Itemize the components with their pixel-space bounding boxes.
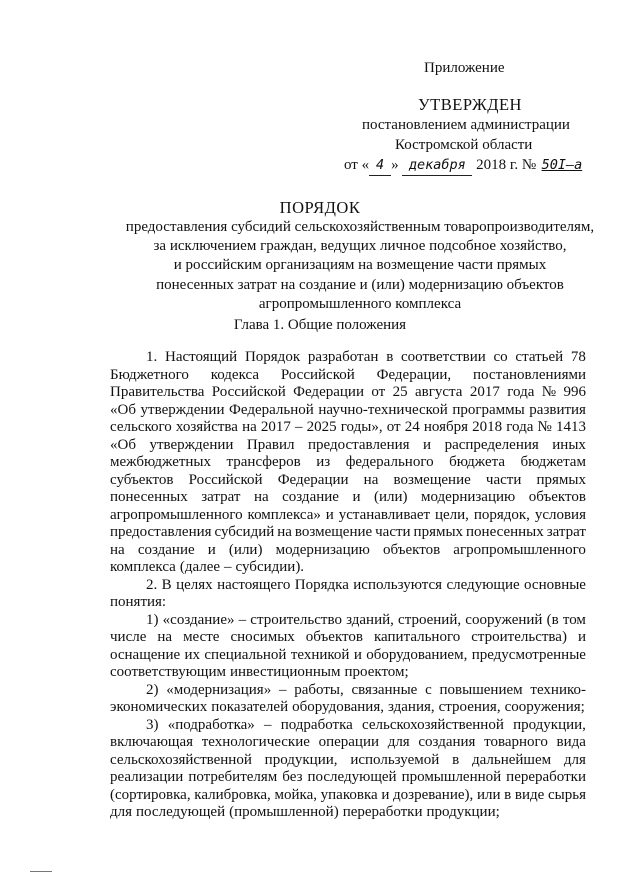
word: части bbox=[375, 524, 411, 540]
word: трансферов bbox=[226, 454, 301, 470]
word: модернизацию bbox=[420, 489, 516, 505]
word: на bbox=[242, 419, 257, 435]
word: и bbox=[353, 646, 362, 663]
word: Порядок bbox=[244, 349, 301, 365]
word: 1413 bbox=[555, 419, 586, 435]
word: (или) bbox=[373, 489, 408, 505]
word: используемой bbox=[350, 751, 440, 768]
word: (далее bbox=[179, 559, 221, 575]
word: реализации bbox=[110, 769, 184, 785]
word: из bbox=[316, 454, 331, 470]
word: годы», bbox=[340, 419, 383, 435]
word: сельского bbox=[110, 419, 172, 435]
word: Настоящий bbox=[164, 349, 238, 365]
word: основные bbox=[524, 576, 586, 593]
word: 1. bbox=[146, 349, 158, 365]
word: «Об bbox=[110, 401, 136, 418]
word: – bbox=[295, 419, 303, 435]
word: продукции, bbox=[513, 716, 586, 733]
word: затрат bbox=[546, 524, 586, 540]
word: 2025 bbox=[306, 419, 337, 435]
word: (или) bbox=[228, 541, 263, 558]
paragraph bbox=[110, 717, 586, 822]
word: 3) bbox=[146, 716, 159, 733]
text-line bbox=[110, 542, 586, 560]
word: работы, bbox=[294, 681, 344, 698]
text-line bbox=[110, 682, 586, 700]
word: и bbox=[325, 506, 334, 523]
text-line bbox=[110, 717, 586, 735]
approved-stamp-text: УТВЕРЖДЕН bbox=[418, 95, 522, 114]
word: Федерации bbox=[277, 471, 349, 488]
text-line bbox=[110, 384, 586, 402]
word: федерального bbox=[345, 454, 434, 470]
word: здания, bbox=[387, 699, 435, 715]
word: Правил bbox=[246, 436, 295, 453]
word: (сортировка, bbox=[110, 786, 191, 803]
word: Бюджетного bbox=[110, 366, 189, 383]
word: упаковка bbox=[320, 786, 378, 803]
word: программы bbox=[452, 401, 525, 418]
word: и bbox=[207, 541, 216, 558]
word: Российской bbox=[280, 366, 355, 383]
text-line bbox=[110, 787, 586, 805]
word: утверждении bbox=[140, 401, 225, 418]
word: товарного bbox=[484, 734, 548, 750]
word: возмещение bbox=[393, 471, 471, 488]
text-line bbox=[110, 349, 586, 367]
word: Федерации, bbox=[376, 366, 452, 383]
word: субсидий bbox=[214, 524, 275, 540]
word: (в bbox=[546, 611, 559, 628]
word: прямых bbox=[536, 471, 586, 488]
date-year: 2018 г. № bbox=[476, 157, 537, 173]
word: экономических bbox=[110, 699, 208, 715]
word: инвестиционным bbox=[229, 664, 341, 680]
word: для bbox=[387, 734, 410, 750]
word: – bbox=[278, 681, 287, 698]
word: понесенных bbox=[466, 524, 544, 540]
word: вида bbox=[556, 734, 586, 750]
subtitle-line: понесенных затрат на создание и (или) модернизацию объектов bbox=[156, 276, 564, 293]
word: года bbox=[506, 419, 534, 435]
word: в bbox=[452, 751, 460, 768]
word: капитального bbox=[374, 629, 461, 645]
word: последующей bbox=[307, 769, 397, 785]
word: – bbox=[238, 611, 247, 628]
word: настоящего bbox=[217, 576, 291, 593]
word: строительства) bbox=[471, 629, 567, 645]
date-month: декабря bbox=[402, 155, 472, 176]
word: и bbox=[423, 436, 432, 453]
word: ноября bbox=[423, 419, 469, 435]
word: создания bbox=[418, 734, 476, 750]
word: субъектов bbox=[110, 471, 174, 488]
word: и bbox=[577, 629, 586, 645]
text-line bbox=[110, 647, 586, 665]
word: на bbox=[277, 524, 292, 540]
word: кодекса bbox=[210, 366, 259, 383]
word: августа bbox=[415, 384, 463, 400]
text-line bbox=[110, 559, 586, 577]
word: модернизацию bbox=[275, 541, 370, 558]
word: техникой bbox=[290, 646, 350, 663]
word: и bbox=[381, 786, 390, 803]
word: продукции, bbox=[264, 751, 338, 768]
word: на bbox=[253, 489, 269, 505]
word: 2) bbox=[146, 681, 159, 698]
word: сырья bbox=[548, 786, 586, 803]
word: возмещение bbox=[294, 524, 373, 540]
word: сельскохозяйственной bbox=[110, 751, 252, 768]
text-line bbox=[110, 769, 586, 787]
word: создание bbox=[282, 489, 339, 505]
word: продукции; bbox=[426, 804, 500, 820]
word: мойка, bbox=[274, 786, 317, 803]
word: части bbox=[485, 471, 522, 488]
word: сооружений bbox=[465, 611, 543, 628]
word: сельскохозяйственной bbox=[362, 716, 504, 733]
word: последующей bbox=[136, 804, 226, 820]
word: от bbox=[386, 419, 401, 435]
word: 996 bbox=[563, 384, 586, 400]
date-mid: » bbox=[391, 157, 399, 173]
word: 2017 bbox=[469, 384, 500, 400]
word: без bbox=[282, 769, 303, 785]
word: их bbox=[184, 646, 201, 663]
word: сносимых bbox=[230, 629, 295, 645]
text-line bbox=[110, 489, 586, 507]
word: включающая bbox=[110, 734, 194, 750]
word: операции bbox=[318, 734, 380, 750]
word: предусмотренные bbox=[471, 646, 586, 663]
word: иных bbox=[552, 436, 586, 453]
word: том bbox=[562, 611, 586, 628]
word: потребителям bbox=[188, 769, 278, 785]
text-line bbox=[110, 594, 586, 612]
word: технологические bbox=[201, 734, 310, 750]
word: объектов bbox=[382, 541, 441, 558]
word: переработки bbox=[506, 769, 586, 785]
word: повышением bbox=[439, 681, 523, 698]
region-line: Костромской области bbox=[395, 137, 533, 153]
word: – bbox=[224, 559, 232, 575]
word: соответствии bbox=[401, 349, 486, 365]
word: постановлениями bbox=[473, 366, 586, 383]
text-line bbox=[110, 507, 586, 525]
word: предоставления bbox=[308, 436, 410, 453]
word: с bbox=[425, 681, 432, 698]
text-line bbox=[110, 367, 586, 385]
word: от bbox=[371, 384, 386, 400]
document-body bbox=[110, 349, 586, 822]
word: Порядка bbox=[294, 576, 349, 593]
word: 2. bbox=[146, 576, 158, 593]
text-line bbox=[110, 629, 586, 647]
word: строительство bbox=[250, 611, 342, 628]
word: затрат bbox=[201, 489, 241, 505]
word: зданий, bbox=[346, 611, 394, 628]
word: «модернизация» bbox=[166, 681, 272, 698]
word: Федеральной bbox=[229, 401, 314, 418]
word: в bbox=[504, 786, 512, 803]
word: бюджетам bbox=[520, 454, 586, 470]
text-line bbox=[110, 437, 586, 455]
word: или bbox=[476, 786, 501, 803]
word: переработки bbox=[342, 804, 423, 820]
word: 25 bbox=[392, 384, 408, 400]
text-line bbox=[110, 804, 586, 822]
date-line bbox=[344, 155, 584, 176]
text-line bbox=[110, 752, 586, 770]
word: предоставления bbox=[110, 524, 212, 540]
word: целях bbox=[176, 576, 213, 593]
word: агропромышленного bbox=[110, 506, 243, 523]
scan-mark bbox=[30, 871, 52, 872]
word: объектов bbox=[528, 489, 586, 505]
word: хозяйства bbox=[175, 419, 238, 435]
word: цели, bbox=[434, 506, 469, 523]
resolution-line: постановлением администрации bbox=[362, 117, 570, 133]
word: (промышленной) bbox=[229, 804, 339, 820]
word: устанавливает bbox=[338, 506, 431, 523]
document-subtitle bbox=[110, 218, 610, 314]
paragraph bbox=[110, 349, 586, 577]
date-day: 4 bbox=[369, 155, 391, 176]
word: разработан bbox=[307, 349, 379, 365]
word: года bbox=[507, 384, 535, 400]
text-line bbox=[110, 402, 586, 420]
word: № bbox=[537, 419, 552, 435]
word: в bbox=[386, 349, 394, 365]
word: 1) bbox=[146, 611, 159, 628]
word: для bbox=[563, 751, 586, 768]
word: утверждении bbox=[149, 436, 234, 453]
word: специальной bbox=[204, 646, 287, 663]
document-title: ПОРЯДОК bbox=[279, 198, 361, 217]
text-line bbox=[110, 454, 586, 472]
word: комплекса bbox=[110, 559, 176, 575]
word: научно-технической bbox=[318, 401, 448, 418]
word: виде bbox=[514, 786, 545, 803]
word: и bbox=[352, 489, 361, 505]
word: дозревание), bbox=[393, 786, 474, 803]
word: развития bbox=[529, 401, 586, 418]
word: порядок, bbox=[473, 506, 530, 523]
word: понесенных bbox=[110, 489, 188, 505]
appendix-label: Приложение bbox=[424, 60, 505, 76]
word: оборудования, bbox=[292, 699, 384, 715]
subtitle-line: за исключением граждан, ведущих личное подсобное хозяйство, bbox=[153, 238, 567, 255]
word: технико- bbox=[530, 681, 586, 698]
paragraph bbox=[110, 612, 586, 682]
subtitle-line: и российским организациям на возмещение части прямых bbox=[173, 257, 547, 274]
word: создание bbox=[137, 541, 195, 558]
document-number: 50I–а bbox=[541, 157, 583, 173]
word: Российской bbox=[211, 384, 286, 400]
word: соответствующим bbox=[110, 664, 226, 680]
word: дальнейшем bbox=[471, 751, 552, 768]
word: понятия: bbox=[110, 594, 167, 610]
word: Российской bbox=[188, 471, 263, 488]
word: промышленной bbox=[401, 769, 502, 785]
word: распределения bbox=[444, 436, 539, 453]
word: строения, bbox=[438, 699, 501, 715]
word: межбюджетных bbox=[110, 454, 212, 470]
text-line bbox=[110, 699, 586, 717]
subtitle-line: агропромышленного комплекса bbox=[258, 295, 462, 312]
text-line bbox=[110, 472, 586, 490]
paragraph bbox=[110, 682, 586, 717]
word: бюджета bbox=[449, 454, 506, 470]
word: 2017 bbox=[260, 419, 291, 435]
word: объектов bbox=[305, 629, 363, 645]
word: на bbox=[110, 541, 125, 558]
word: прямых bbox=[413, 524, 464, 540]
word: «создание» bbox=[162, 611, 235, 628]
word: В bbox=[161, 576, 172, 593]
text-line bbox=[110, 524, 586, 542]
word: субсидии). bbox=[235, 559, 305, 575]
word: подработка bbox=[280, 716, 353, 733]
word: № bbox=[541, 384, 557, 400]
word: связанные bbox=[351, 681, 418, 698]
word: на bbox=[157, 629, 173, 645]
word: оборудованием, bbox=[366, 646, 468, 663]
text-line bbox=[110, 612, 586, 630]
word: строений, bbox=[398, 611, 462, 628]
word: 24 bbox=[404, 419, 420, 435]
text-line bbox=[110, 419, 586, 437]
word: проектом; bbox=[344, 664, 409, 680]
word: для bbox=[110, 804, 133, 820]
text-line bbox=[110, 734, 586, 752]
word: – bbox=[264, 716, 272, 733]
word: «Об bbox=[110, 436, 136, 453]
word: оснащение bbox=[110, 646, 181, 663]
word: комплекса» bbox=[247, 506, 321, 523]
paragraph bbox=[110, 577, 586, 612]
word: Федерации bbox=[293, 384, 364, 400]
text-line bbox=[110, 664, 586, 682]
word: на bbox=[363, 471, 379, 488]
word: «подработка» bbox=[167, 716, 255, 733]
word: 78 bbox=[570, 349, 586, 365]
word: месте bbox=[183, 629, 220, 645]
chapter-heading: Глава 1. Общие положения bbox=[233, 317, 407, 333]
word: условия bbox=[534, 506, 586, 523]
word: агропромышленного bbox=[453, 541, 586, 558]
text-line bbox=[110, 577, 586, 595]
word: используются bbox=[353, 576, 443, 593]
date-prefix: от « bbox=[344, 157, 370, 173]
word: 2018 bbox=[472, 419, 503, 435]
word: статьей bbox=[515, 349, 564, 365]
word: числе bbox=[110, 629, 147, 645]
subtitle-line: предоставления субсидий сельскохозяйственным товаропроизводителям, bbox=[125, 219, 595, 235]
word: показателей bbox=[211, 699, 289, 715]
word: со bbox=[493, 349, 508, 365]
word: Правительства bbox=[110, 384, 205, 400]
word: калибровка, bbox=[194, 786, 271, 803]
word: следующие bbox=[446, 576, 520, 593]
word: сооружения; bbox=[504, 699, 585, 715]
